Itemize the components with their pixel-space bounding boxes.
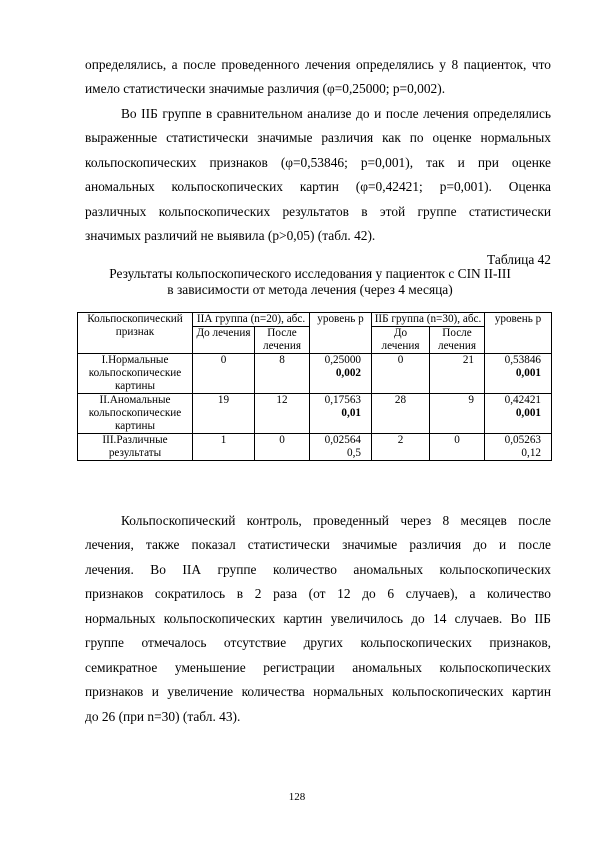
paragraph-3-line-4: признаков сократилось в 2 раза (от 12 до 6 случаев), а количество xyxy=(85,586,551,601)
cell-a-before: 19 xyxy=(193,394,255,434)
cell-b-before: 0 xyxy=(372,354,430,394)
paragraph-1-line-2: имело статистически значимые различия (φ=0,25000; p=0,002). xyxy=(85,81,446,96)
p-b-value: 0,42421 xyxy=(504,394,541,406)
cell-b-before: 28 xyxy=(372,394,430,434)
cell-b-after: 0 xyxy=(430,434,485,461)
paragraph-3-line-9: до 26 (при n=30) (табл. 43). xyxy=(85,709,241,724)
cell-p-a xyxy=(310,354,372,394)
row-feature: II.Аномальные кольпоскопические картины xyxy=(78,394,193,434)
header-group-b: IIБ группа (n=30), абс. xyxy=(372,313,485,327)
page-number: 128 xyxy=(288,791,306,803)
paragraph-3-line-5: нормальных кольпоскопических картин увеличилось до 14 случаев. Во IIБ xyxy=(85,611,551,626)
cell-a-before: 0 xyxy=(193,354,255,394)
table-row xyxy=(78,434,552,461)
cell-b-before: 2 xyxy=(372,434,430,461)
cell-p-b xyxy=(485,394,552,434)
paragraph-3-line-8: признаков и увеличение количества нормальных кольпоскопических картин xyxy=(85,684,551,699)
table-title-line-2: в зависимости от метода лечения (через 4 месяца) xyxy=(167,282,453,297)
p-b-value: 0,53846 xyxy=(504,354,541,366)
table-row xyxy=(78,394,552,434)
paragraph-2-line-2: выраженные статистически значимые различия как по оценке нормальных xyxy=(85,130,551,145)
paragraph-2-line-6: значимых различий не выявила (p>0,05) (табл. 42). xyxy=(85,228,376,243)
cell-b-after: 21 xyxy=(430,354,485,394)
header-a-after: После лечения xyxy=(255,327,310,354)
p-a-value: 0,25000 xyxy=(324,354,361,366)
cell-p-a xyxy=(310,434,372,461)
row-feature: III.Различные результаты xyxy=(78,434,193,461)
results-table xyxy=(77,312,552,461)
cell-p-b xyxy=(485,434,552,461)
paragraph-2-line-4: аномальных кольпоскопических картин (φ=0,42421; p=0,001). Оценка xyxy=(85,179,551,194)
paragraph-1-line-1: определялись, а после проведенного лечения определялись у 8 пациенток, что xyxy=(85,57,551,72)
header-b-before: До лечения xyxy=(372,327,430,354)
cell-p-b xyxy=(485,354,552,394)
paragraph-3-line-6: группе отмечалось отсутствие других кольпоскопических признаков, xyxy=(85,635,551,650)
paragraph-2-line-5: различных кольпоскопических результатов в этой группе статистически xyxy=(85,204,551,219)
p-a-significance: 0,002 xyxy=(335,367,361,379)
header-feature: Кольпоскопический признак xyxy=(78,313,193,354)
p-a-significance: 0,5 xyxy=(347,447,361,459)
cell-a-after: 8 xyxy=(255,354,310,394)
cell-a-after: 0 xyxy=(255,434,310,461)
cell-a-before: 1 xyxy=(193,434,255,461)
header-b-after: После лечения xyxy=(430,327,485,354)
p-a-value: 0,02564 xyxy=(324,434,361,446)
p-b-significance: 0,001 xyxy=(515,367,541,379)
cell-a-after: 12 xyxy=(255,394,310,434)
table-header-row xyxy=(78,313,552,327)
paragraph-3-line-7: семикратное уменьшение регистрации аномальных кольпоскопических xyxy=(85,660,551,675)
paragraph-3-line-2: лечения, также показал статистически значимые различия до и после xyxy=(85,537,551,552)
header-group-a: IIА группа (n=20), абс. xyxy=(193,313,310,327)
table-title-line-1: Результаты кольпоскопического исследования у пациенток с CIN II-III xyxy=(109,266,511,281)
paragraph-3-line-1: Кольпоскопический контроль, проведенный через 8 месяцев после xyxy=(121,513,551,528)
paragraph-2-line-1: Во IIБ группе в сравнительном анализе до и после лечения определялись xyxy=(121,106,551,121)
row-feature: I.Нормальные кольпоскопические картины xyxy=(78,354,193,394)
table-row xyxy=(78,354,552,394)
header-a-before: До лечения xyxy=(193,327,255,354)
header-level-p-a: уровень p xyxy=(310,313,372,354)
cell-p-a xyxy=(310,394,372,434)
header-level-p-b: уровень p xyxy=(485,313,552,354)
paragraph-2-line-3: кольпоскопических признаков (φ=0,53846; p=0,001), так и при оценке xyxy=(85,155,551,170)
p-b-significance: 0,001 xyxy=(515,407,541,419)
p-b-significance: 0,12 xyxy=(521,447,541,459)
p-a-significance: 0,01 xyxy=(341,407,361,419)
p-b-value: 0,05263 xyxy=(504,434,541,446)
cell-b-after: 9 xyxy=(430,394,485,434)
p-a-value: 0,17563 xyxy=(324,394,361,406)
table-label: Таблица 42 xyxy=(487,252,551,267)
paragraph-3-line-3: лечения. Во IIА группе количество аномальных кольпоскопических xyxy=(85,562,551,577)
